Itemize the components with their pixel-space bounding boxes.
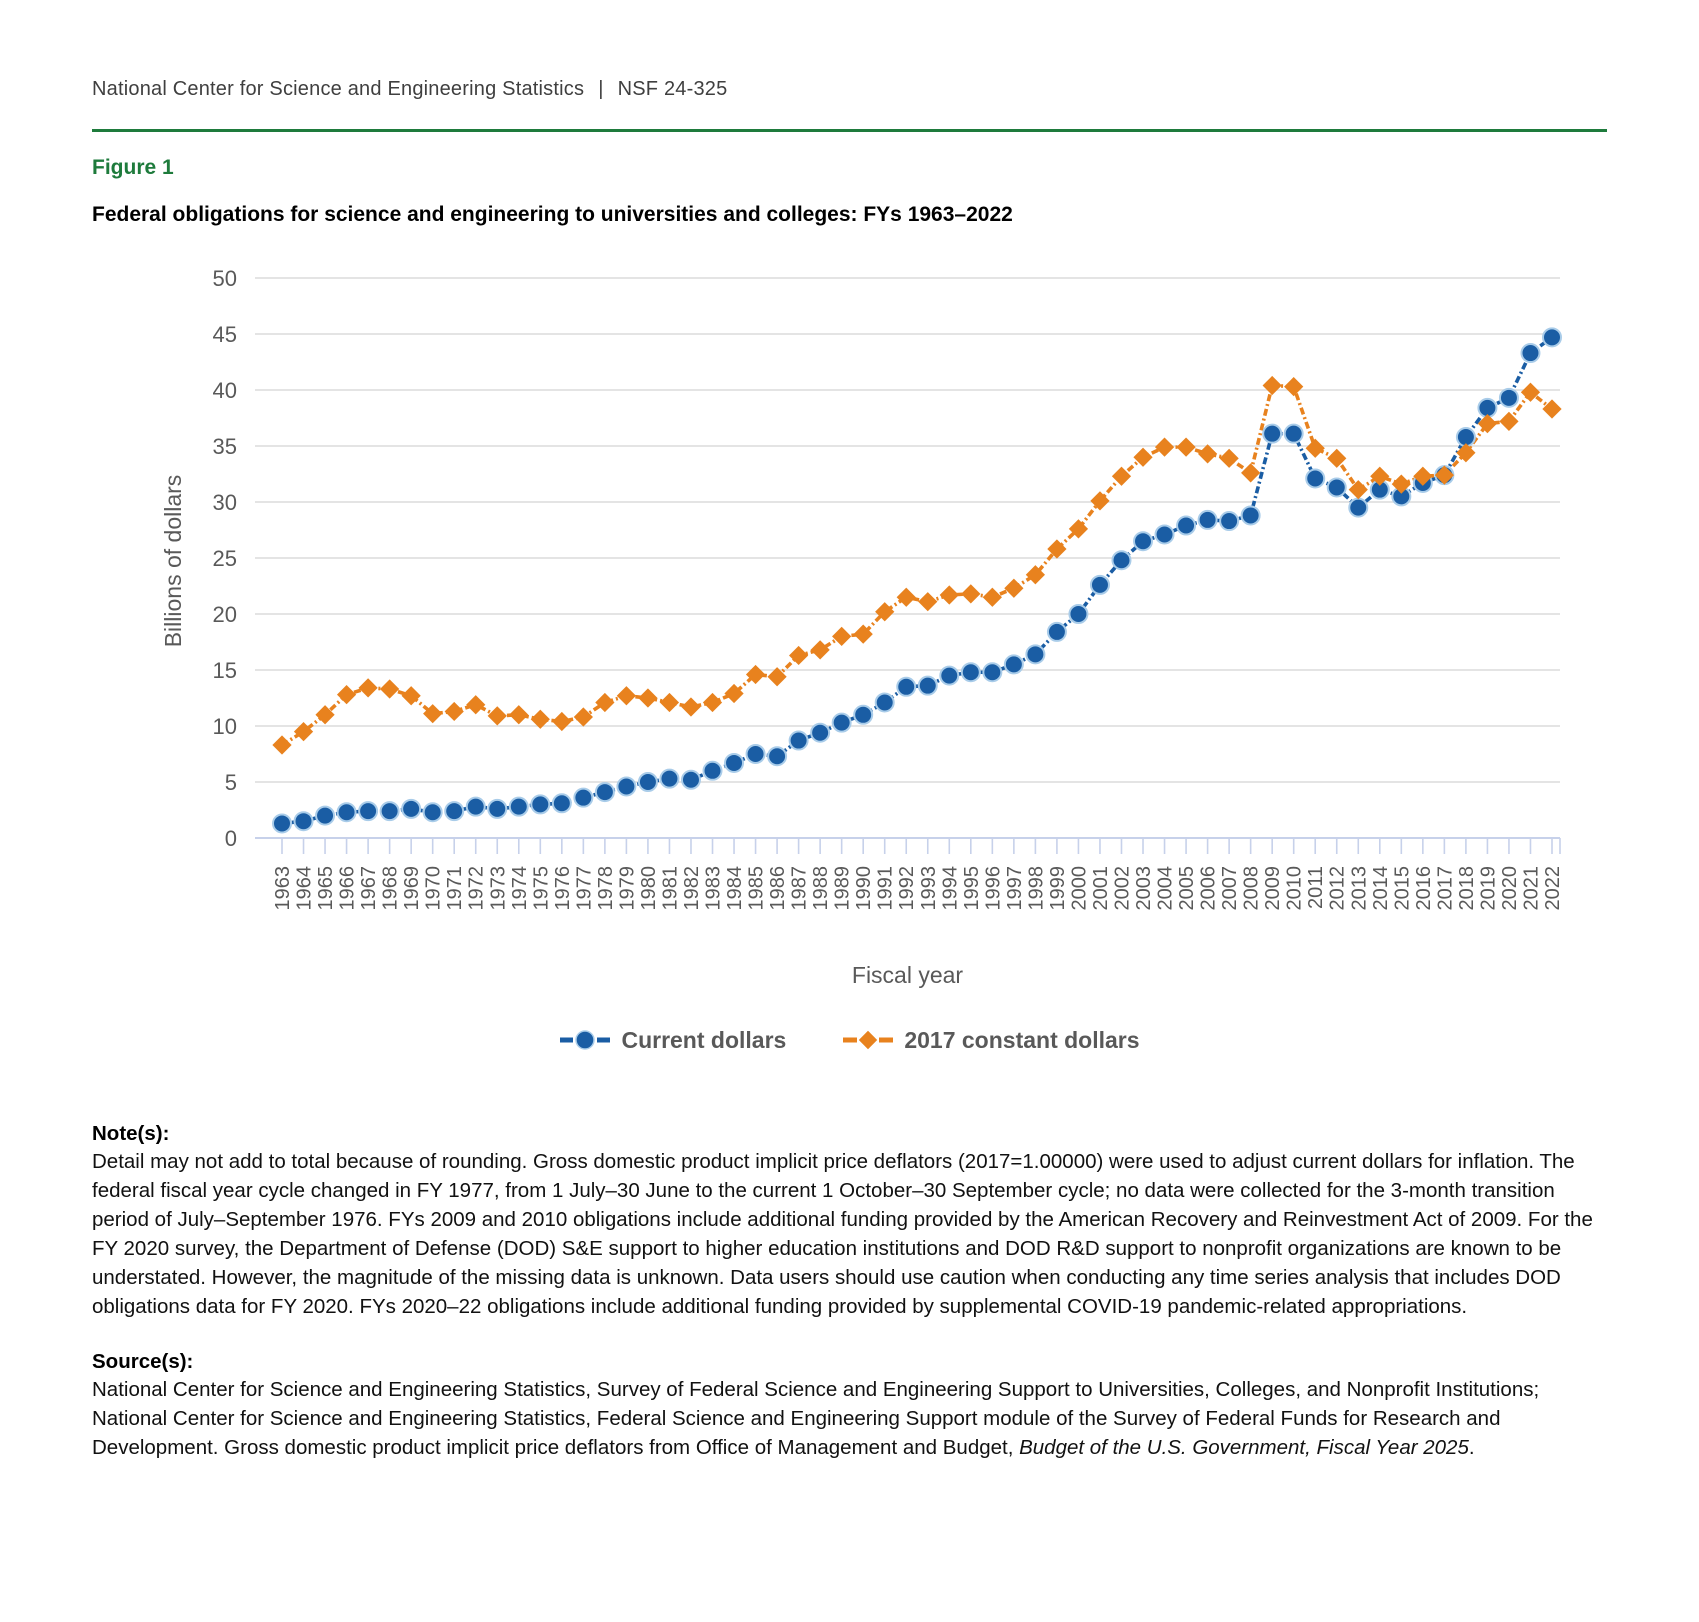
figure-label: Figure 1 (92, 156, 174, 179)
svg-text:1963: 1963 (272, 866, 294, 911)
orange-diamond-marker-icon (842, 1029, 894, 1051)
svg-text:1986: 1986 (767, 866, 790, 911)
chart-canvas (0, 241, 1699, 1011)
svg-text:1982: 1982 (680, 866, 703, 911)
legend-item-constant-dollars (842, 1027, 1139, 1054)
svg-text:2014: 2014 (1369, 866, 1392, 911)
svg-text:20: 20 (212, 602, 237, 627)
svg-text:1990: 1990 (853, 866, 876, 911)
svg-text:1989: 1989 (831, 866, 854, 911)
svg-text:2012: 2012 (1326, 866, 1349, 911)
svg-text:2013: 2013 (1348, 866, 1371, 911)
svg-text:1993: 1993 (917, 866, 940, 911)
svg-text:30: 30 (212, 490, 237, 515)
svg-text:45: 45 (212, 322, 237, 347)
svg-text:1967: 1967 (358, 866, 381, 911)
svg-text:2007: 2007 (1219, 866, 1242, 911)
svg-text:1976: 1976 (551, 866, 574, 911)
svg-text:1992: 1992 (896, 866, 919, 911)
legend-label-current-dollars: Current dollars (621, 1026, 787, 1053)
svg-text:1964: 1964 (293, 866, 316, 911)
svg-text:2008: 2008 (1240, 866, 1263, 911)
svg-text:1998: 1998 (1025, 866, 1048, 911)
svg-text:1975: 1975 (530, 866, 553, 911)
svg-text:1997: 1997 (1003, 866, 1026, 911)
svg-text:2000: 2000 (1068, 866, 1091, 911)
svg-text:1978: 1978 (594, 866, 617, 911)
svg-text:1983: 1983 (702, 866, 725, 911)
svg-text:1999: 1999 (1046, 866, 1069, 911)
svg-text:2002: 2002 (1111, 866, 1134, 911)
svg-text:40: 40 (212, 378, 237, 403)
svg-text:2011: 2011 (1305, 866, 1328, 910)
svg-text:1980: 1980 (637, 866, 660, 911)
svg-text:2020: 2020 (1498, 866, 1521, 911)
report-header (0, 0, 1699, 101)
svg-text:Billions of dollars: Billions of dollars (160, 474, 186, 648)
line-chart (0, 241, 1699, 1016)
chart-legend (0, 1022, 1699, 1058)
divider-rule (92, 129, 1607, 132)
svg-text:25: 25 (212, 546, 237, 571)
svg-text:1996: 1996 (982, 866, 1005, 911)
svg-text:35: 35 (212, 434, 237, 459)
header-org: National Center for Science and Engineering Statistics (92, 78, 585, 100)
svg-text:Fiscal year: Fiscal year (851, 962, 964, 988)
sources-body (92, 1375, 1599, 1462)
svg-text:2003: 2003 (1133, 866, 1156, 911)
svg-text:1966: 1966 (336, 866, 359, 911)
sources-period: . (1468, 1436, 1475, 1459)
svg-text:1987: 1987 (788, 866, 811, 911)
svg-text:2018: 2018 (1455, 866, 1478, 911)
svg-text:15: 15 (212, 658, 237, 683)
svg-text:1988: 1988 (810, 866, 833, 911)
svg-text:50: 50 (212, 266, 237, 291)
sources-citation-italic: Budget of the U.S. Government, Fiscal Year 2025 (1019, 1436, 1469, 1459)
svg-text:2009: 2009 (1262, 866, 1285, 911)
legend-label-constant-dollars: 2017 constant dollars (904, 1026, 1140, 1053)
svg-text:2016: 2016 (1412, 866, 1435, 911)
notes-body: Detail may not add to total because of rounding. Gross domestic product implicit price deflators (2017=1.00000) were used to adjust current dollars for inflation. The federal fiscal year cycle changed in FY 1977, from 1 July–30 June to the current 1 October–30 September cycle; no data were collected for the 3-month transition period of July–September 1976. FYs 2009 and 2010 obligations include additional funding provided by the American Recovery and Reinvestment Act of 2009. For the FY 2020 survey, the Department of Defense (DOD) S&E support to higher education institutions and DOD R&D support to nonprofit organizations are known to be understated. However, the magnitude of the missing data is unknown. Data users should use caution when conducting any time series analysis that includes DOD obligations data for FY 2020. FYs 2020–22 obligations include additional funding provided by supplemental COVID-19 pandemic-related appropriations. (92, 1150, 1593, 1318)
sources-text: National Center for Science and Engineering Statistics, Survey of Federal Science and Engineering Support to Universities, Colleges, and Nonprofit Institutions; National Center for Science and Engineering Statistics, Federal Science and Engineering Support module of the Survey of Federal Funds for Research and Development. Gross domestic product implicit price deflators from Office of Management and Budget, (92, 1378, 1540, 1459)
svg-text:2017: 2017 (1434, 866, 1457, 911)
svg-text:5: 5 (224, 770, 237, 795)
sources-heading: Source(s): (92, 1350, 194, 1373)
svg-text:2010: 2010 (1283, 866, 1306, 911)
svg-text:2006: 2006 (1197, 866, 1220, 911)
svg-text:1970: 1970 (422, 866, 445, 911)
svg-text:2021: 2021 (1520, 866, 1543, 911)
svg-text:2005: 2005 (1176, 866, 1199, 911)
header-report-number: NSF 24-325 (617, 78, 728, 100)
figure-title: Federal obligations for science and engineering to universities and colleges: FYs 1963–2022 (92, 203, 1013, 226)
notes-section (92, 1122, 1599, 1321)
svg-text:2015: 2015 (1391, 866, 1414, 911)
svg-text:1971: 1971 (444, 866, 467, 911)
svg-text:2004: 2004 (1154, 866, 1177, 911)
svg-text:2019: 2019 (1477, 866, 1500, 911)
blue-circle-marker-icon (559, 1029, 611, 1051)
legend-item-current-dollars (559, 1027, 786, 1054)
svg-text:1984: 1984 (724, 866, 747, 911)
header-separator: | (598, 78, 604, 100)
svg-text:1977: 1977 (573, 866, 596, 911)
notes-heading: Note(s): (92, 1122, 170, 1145)
svg-text:1979: 1979 (616, 866, 639, 911)
svg-text:1968: 1968 (379, 866, 402, 911)
svg-text:1981: 1981 (659, 866, 682, 911)
svg-text:1994: 1994 (939, 866, 962, 911)
sources-section (92, 1350, 1599, 1462)
svg-text:1972: 1972 (465, 866, 488, 911)
svg-text:1973: 1973 (487, 866, 510, 911)
svg-text:0: 0 (224, 826, 237, 851)
svg-text:1991: 1991 (874, 866, 897, 911)
svg-text:1965: 1965 (315, 866, 338, 911)
svg-text:2022: 2022 (1542, 866, 1564, 911)
svg-text:2001: 2001 (1089, 866, 1112, 911)
svg-text:1969: 1969 (401, 866, 424, 911)
svg-text:10: 10 (212, 714, 237, 739)
svg-text:1985: 1985 (745, 866, 768, 911)
svg-text:1974: 1974 (508, 866, 531, 911)
svg-text:1995: 1995 (960, 866, 983, 911)
